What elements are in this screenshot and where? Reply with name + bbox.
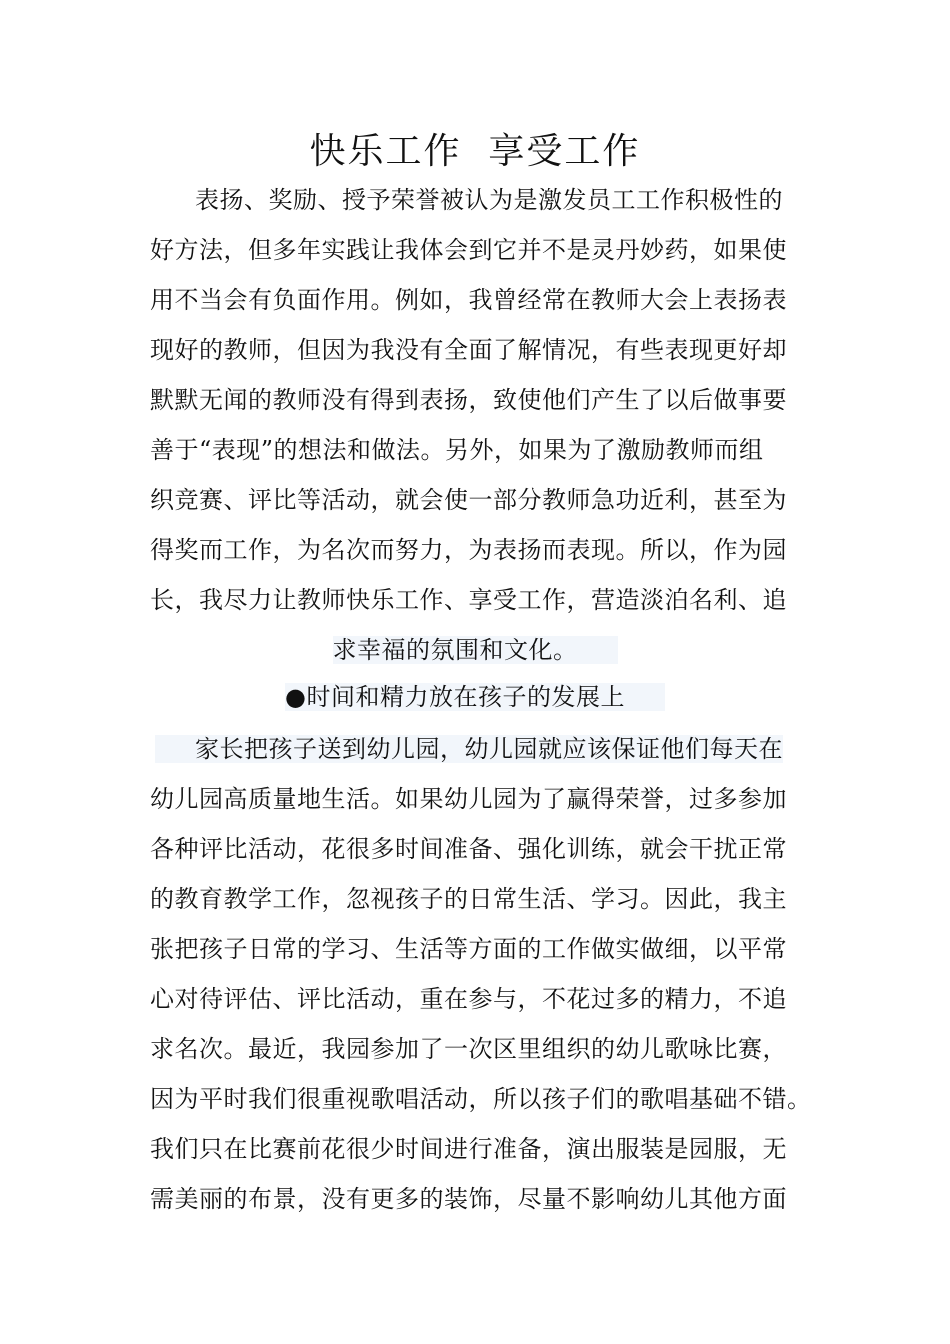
paragraph-line: 的教育教学工作，忽视孩子的日常生活、学习。因此，我主 bbox=[150, 885, 787, 913]
paragraph-last-line bbox=[0, 633, 950, 667]
section-heading bbox=[0, 680, 950, 714]
paragraph-line: 用不当会有负面作用。例如，我曾经常在教师大会上表扬表 bbox=[150, 286, 787, 314]
paragraph-line: 因为平时我们很重视歌唱活动，所以孩子们的歌唱基础不错。 bbox=[150, 1085, 812, 1113]
paragraph-line: 长，我尽力让教师快乐工作、享受工作，营造淡泊名利、追 bbox=[150, 586, 787, 614]
paragraph-line: 现好的教师，但因为我没有全面了解情况，有些表现更好却 bbox=[150, 336, 787, 364]
paragraph-line: 默默无闻的教师没有得到表扬，致使他们产生了以后做事要 bbox=[150, 386, 787, 414]
paragraph-line bbox=[195, 732, 783, 766]
paragraph-line-text: 家长把孩子送到幼儿园，幼儿园就应该保证他们每天在 bbox=[155, 735, 783, 763]
paragraph-last-text: 求幸福的氛围和文化。 bbox=[333, 636, 618, 664]
paragraph-line: 表扬、奖励、授予荣誉被认为是激发员工工作积极性的 bbox=[195, 186, 783, 214]
paragraph-line: 好方法，但多年实践让我体会到它并不是灵丹妙药，如果使 bbox=[150, 236, 787, 264]
paragraph-line: 幼儿园高质量地生活。如果幼儿园为了赢得荣誉，过多参加 bbox=[150, 785, 787, 813]
paragraph-line: 张把孩子日常的学习、生活等方面的工作做实做细，以平常 bbox=[150, 935, 787, 963]
section-heading-text: ●时间和精力放在孩子的发展上 bbox=[285, 683, 665, 711]
paragraph-line: 需美丽的布景，没有更多的装饰，尽量不影响幼儿其他方面 bbox=[150, 1185, 787, 1213]
paragraph-line: 织竞赛、评比等活动，就会使一部分教师急功近利，甚至为 bbox=[150, 486, 787, 514]
paragraph-line: 心对待评估、评比活动，重在参与，不花过多的精力，不追 bbox=[150, 985, 787, 1013]
paragraph-line: 各种评比活动，花很多时间准备、强化训练，就会干扰正常 bbox=[150, 835, 787, 863]
page-title: 快乐工作 享受工作 bbox=[309, 131, 641, 172]
paragraph-line: 善于“表现”的想法和做法。另外，如果为了激励教师而组 bbox=[150, 436, 764, 464]
paragraph-line: 求名次。最近，我园参加了一次区里组织的幼儿歌咏比赛， bbox=[150, 1035, 787, 1063]
paragraph-line: 得奖而工作，为名次而努力，为表扬而表现。所以，作为园 bbox=[150, 536, 787, 564]
paragraph-line: 我们只在比赛前花很少时间进行准备，演出服装是园服，无 bbox=[150, 1135, 787, 1163]
